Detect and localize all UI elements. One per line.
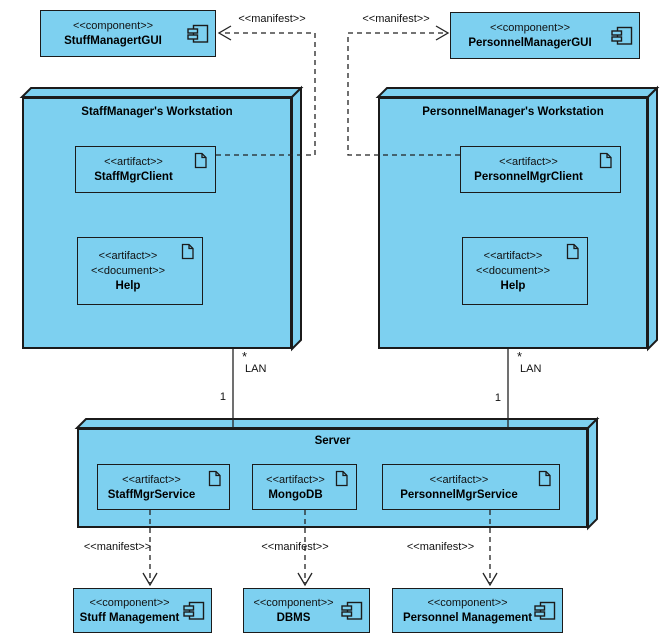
document-icon bbox=[181, 243, 195, 260]
manifest-arrowhead bbox=[298, 573, 312, 585]
component-stuffmanagergui[interactable] bbox=[40, 10, 216, 57]
manifest-label-top-left: <<manifest>> bbox=[238, 13, 306, 25]
component-stereotype: <<component>> bbox=[72, 20, 154, 32]
artifact-stereotype: <<artifact>> bbox=[98, 250, 158, 262]
component-personnelmanagergui[interactable] bbox=[450, 12, 640, 59]
server-side-face bbox=[588, 419, 597, 528]
lan-label-right: LAN bbox=[520, 363, 542, 375]
document-icon bbox=[335, 470, 349, 487]
manifest-arrowhead bbox=[483, 573, 497, 585]
artifact-name: Help bbox=[115, 280, 141, 292]
component-stuff-management[interactable] bbox=[73, 588, 212, 633]
component-name: StuffManagertGUI bbox=[64, 35, 162, 47]
document-icon bbox=[208, 470, 222, 487]
component-icon bbox=[183, 601, 205, 620]
artifact-staffmgrservice[interactable] bbox=[97, 464, 230, 510]
artifact-stereotype: <<artifact>> bbox=[104, 156, 163, 168]
component-name: DBMS bbox=[276, 612, 311, 624]
artifact-name: PersonnelMgrService bbox=[400, 488, 518, 501]
document-icon bbox=[538, 470, 552, 487]
staff-workstation-top-face bbox=[22, 88, 301, 97]
node-title: StaffManager's Workstation bbox=[81, 106, 233, 118]
component-name: Stuff Management bbox=[79, 612, 180, 624]
component-name: Personnel Management bbox=[402, 612, 533, 624]
node-title: PersonnelManager's Workstation bbox=[422, 106, 604, 118]
personnel-workstation-side-face bbox=[648, 88, 657, 349]
document-stereotype: <<document>> bbox=[90, 265, 165, 277]
component-stereotype: <<component>> bbox=[89, 597, 170, 609]
component-stereotype: <<component>> bbox=[253, 597, 334, 609]
artifact-help-left[interactable] bbox=[77, 237, 203, 305]
artifact-personnelmgrclient[interactable] bbox=[460, 146, 621, 193]
manifest-label-top-right: <<manifest>> bbox=[362, 13, 430, 25]
artifact-name: MongoDB bbox=[268, 488, 323, 501]
artifact-name: StaffMgrClient bbox=[94, 171, 173, 183]
manifest-label-bottom-left: <<manifest>> bbox=[83, 541, 152, 553]
lan-multiplicity-one-right: 1 bbox=[494, 392, 501, 404]
node-server[interactable] bbox=[77, 428, 588, 528]
artifact-personnelmgrservice[interactable] bbox=[382, 464, 560, 510]
manifest-arrowhead bbox=[219, 26, 231, 40]
personnel-workstation-top-face bbox=[378, 88, 657, 97]
component-personnel-management[interactable] bbox=[392, 588, 563, 633]
component-stereotype: <<component>> bbox=[427, 597, 508, 609]
artifact-help-right[interactable] bbox=[462, 237, 588, 305]
component-name: PersonnelManagerGUI bbox=[468, 37, 592, 49]
artifact-staffmgrclient[interactable] bbox=[75, 146, 216, 193]
artifact-stereotype: <<artifact>> bbox=[266, 473, 325, 486]
component-stereotype: <<component>> bbox=[489, 22, 571, 34]
lan-multiplicity-star-right: * bbox=[517, 349, 523, 364]
document-icon bbox=[194, 152, 208, 169]
artifact-name: Help bbox=[500, 280, 526, 292]
component-icon bbox=[341, 601, 363, 620]
manifest-label-bottom-right: <<manifest>> bbox=[406, 541, 475, 553]
lan-label-left: LAN bbox=[245, 363, 267, 375]
manifest-arrowhead bbox=[436, 26, 448, 40]
artifact-stereotype: <<artifact>> bbox=[122, 473, 181, 486]
document-icon bbox=[599, 152, 613, 169]
artifact-name: StaffMgrService bbox=[107, 488, 196, 501]
manifest-label-bottom-middle: <<manifest>> bbox=[261, 541, 329, 553]
node-staff-workstation[interactable] bbox=[22, 97, 292, 349]
document-icon bbox=[566, 243, 580, 260]
server-top-face bbox=[77, 419, 597, 428]
artifact-name: PersonnelMgrClient bbox=[474, 171, 583, 183]
manifest-arrowhead bbox=[143, 573, 157, 585]
component-icon bbox=[611, 26, 633, 45]
staff-workstation-side-face bbox=[292, 88, 301, 349]
artifact-stereotype: <<artifact>> bbox=[483, 250, 543, 262]
artifact-mongodb[interactable] bbox=[252, 464, 357, 510]
artifact-stereotype: <<artifact>> bbox=[429, 473, 489, 486]
artifact-stereotype: <<artifact>> bbox=[499, 156, 558, 168]
component-icon bbox=[534, 601, 556, 620]
lan-multiplicity-star-left: * bbox=[242, 349, 248, 364]
component-icon bbox=[187, 24, 209, 43]
node-personnel-workstation[interactable] bbox=[378, 97, 648, 349]
document-stereotype: <<document>> bbox=[475, 265, 550, 277]
node-title: Server bbox=[314, 435, 351, 447]
lan-multiplicity-one-left: 1 bbox=[219, 391, 226, 403]
component-dbms[interactable] bbox=[243, 588, 370, 633]
